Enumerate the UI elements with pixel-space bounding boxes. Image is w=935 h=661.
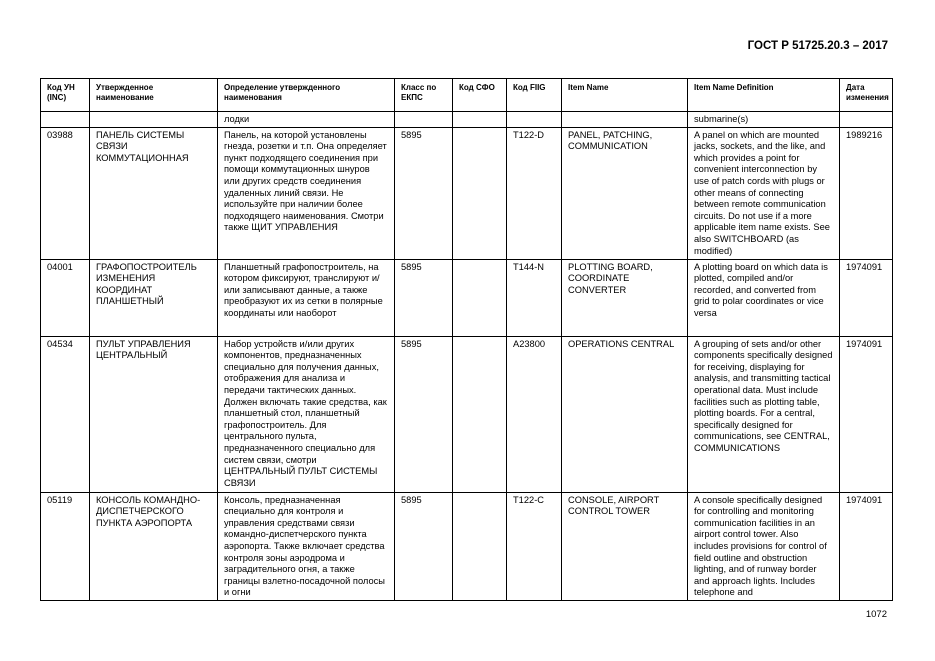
cell-sfo [453,492,507,600]
col-header-item-definition: Item Name Definition [688,79,840,112]
cell-name: ГРАФОПОСТРОИТЕЛЬ ИЗМЕНЕНИЯ КООРДИНАТ ПЛАНШЕТНЫЙ [90,259,218,336]
continuation-definition: лодки [218,112,395,128]
cell-date: 1989216 [840,127,893,259]
cell-name: ПУЛЬТ УПРАВЛЕНИЯ ЦЕНТРАЛЬНЫЙ [90,336,218,492]
table-header-row [41,79,893,112]
table-row [41,492,893,600]
cell-name: КОНСОЛЬ КОМАНДНО-ДИСПЕТЧЕРСКОГО ПУНКТА АЭРОПОРТА [90,492,218,600]
cell-item-name: OPERATIONS CENTRAL [562,336,688,492]
cell-item-name: PANEL, PATCHING, COMMUNICATION [562,127,688,259]
table-row [41,127,893,259]
table-row [41,259,893,336]
cell-code: 05119 [41,492,90,600]
cell-code: 04001 [41,259,90,336]
cell-class: 5895 [395,492,453,600]
cell-definition: Консоль, предназначенная специально для контроля и управления средствами связи командно-диспетчерского пункта аэропорта. Также включает средства контроля зоны аэродрома и заградительного огня, а также границы взлетно-посадочной полосы и огни [218,492,395,600]
cell-fiig: T144-N [507,259,562,336]
document-title: ГОСТ Р 51725.20.3 – 2017 [747,40,888,52]
cell-sfo [453,336,507,492]
cell-item-definition: A panel on which are mounted jacks, sockets, and the like, and which provides a point for convenient interconnection by use of patch cords with plugs or other means of connecting between remote communication circuits. Do not use if a more applicable item name exists. See also SWITCHBOARD (as modified) [688,127,840,259]
cell-fiig: T122-D [507,127,562,259]
cell-definition: Планшетный графопостроитель, на котором фиксируют, транслируют и/или записывают данные, а также преобразуют их из сетки в полярные координаты или наоборот [218,259,395,336]
cell-item-name: PLOTTING BOARD, COORDINATE CONVERTER [562,259,688,336]
table-row [41,336,893,492]
cell-item-definition: A plotting board on which data is plotted, compiled and/or recorded, and converted from grid to polar coordinates or vice versa [688,259,840,336]
cell-sfo [453,259,507,336]
cell-item-definition: A console specifically designed for controlling and monitoring communication facilities in an airport control tower. Also includes provisions for control of field outline and obstruction lighting, and of runway border and approach lights. Includes telephone and [688,492,840,600]
cell-date: 1974091 [840,259,893,336]
cell-date: 1974091 [840,492,893,600]
cell-name: ПАНЕЛЬ СИСТЕМЫ СВЯЗИ КОММУТАЦИОННАЯ [90,127,218,259]
cell-date: 1974091 [840,336,893,492]
cell-definition: Панель, на которой установлены гнезда, розетки и т.п. Она определяет пункт подходящего соединения при помощи коммутационных шнуров или других средств соединения удаленных линий связи. Не используйте при наличии более подходящего наименования. Смотри также ЩИТ УПРАВЛЕНИЯ [218,127,395,259]
col-header-sfo: Код СФО [453,79,507,112]
col-header-name: Утвержденное наименование [90,79,218,112]
page-number: 1072 [865,609,887,620]
cell-item-name: CONSOLE, AIRPORT CONTROL TOWER [562,492,688,600]
cell-class: 5895 [395,259,453,336]
cell-fiig: A23800 [507,336,562,492]
items-table [40,78,893,601]
cell-class: 5895 [395,127,453,259]
cell-code: 04534 [41,336,90,492]
cell-definition: Набор устройств и/или других компонентов, предназначенных специально для получения данных, отображения для анализа и передачи тактических данных. Должен включать такие средства, как планшетный стол, планшетный графопостроитель. Для центрального пульта, предназначенного специально для систем связи, смотри ЦЕНТРАЛЬНЫЙ ПУЛЬТ СИСТЕМЫ СВЯЗИ [218,336,395,492]
cell-item-definition: A grouping of sets and/or other components specifically designed for receiving, displaying for analysis, and transmitting tactical operational data. Must include facilities such as plotting table, plotting boards. For a central, specifically designed for communications, see CENTRAL, COMMUNICATIONS [688,336,840,492]
cell-code: 03988 [41,127,90,259]
col-header-date: Дата изменения [840,79,893,112]
continuation-row [41,112,893,128]
cell-sfo [453,127,507,259]
col-header-class: Класс по ЕКПС [395,79,453,112]
cell-fiig: T122-C [507,492,562,600]
col-header-code: Код УН (INC) [41,79,90,112]
col-header-item-name: Item Name [562,79,688,112]
col-header-fiig: Код FIIG [507,79,562,112]
col-header-definition: Определение утвержденного наименования [218,79,395,112]
cell-class: 5895 [395,336,453,492]
continuation-item-definition: submarine(s) [688,112,840,128]
